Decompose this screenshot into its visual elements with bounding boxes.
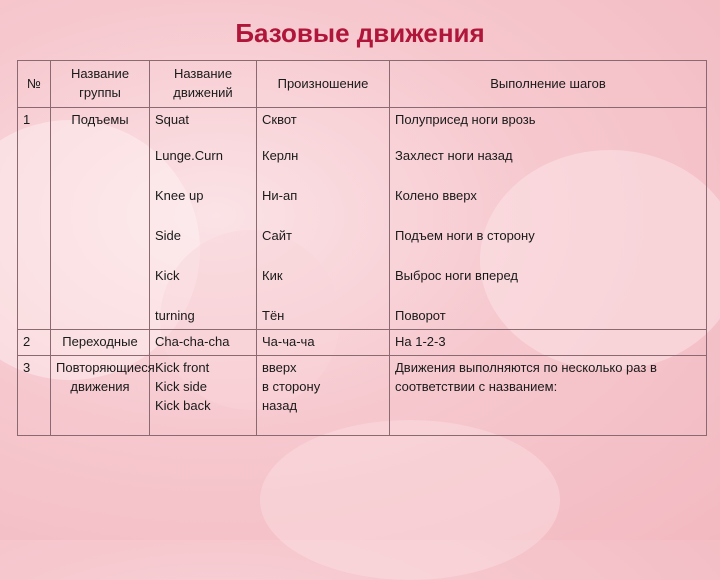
group-name: Переходные [51, 330, 150, 356]
move-name: Knee up [150, 184, 257, 224]
move-name: Kick [150, 264, 257, 304]
table-row [18, 330, 707, 356]
move-pronunciation: Ни-ап [257, 184, 390, 224]
background-petal [260, 420, 560, 580]
move-pronunciation: Тён [257, 304, 390, 330]
move-pronunciation: Сайт [257, 224, 390, 264]
page-title: Базовые движения [235, 18, 485, 48]
group-name: Повторяющиеся движения [51, 355, 150, 435]
move-execution: Колено вверх [390, 184, 707, 224]
move-pronunciation: вверх в сторону назад [257, 355, 390, 435]
group-number: 2 [18, 330, 51, 356]
header-number: № [18, 61, 51, 108]
move-execution: Полуприсед ноги врозь [390, 108, 707, 144]
moves-table [17, 60, 707, 436]
move-pronunciation: Кик [257, 264, 390, 304]
header-pronunciation: Произношение [257, 61, 390, 108]
move-name: Side [150, 224, 257, 264]
move-name: Cha-cha-cha [150, 330, 257, 356]
table-body [18, 108, 707, 436]
group-number: 1 [18, 108, 51, 330]
move-execution: На 1-2-3 [390, 330, 707, 356]
header-move: Название движений [150, 61, 257, 108]
table-row [18, 108, 707, 144]
move-name: Lunge.Curn [150, 144, 257, 184]
group-name: Подъемы [51, 108, 150, 330]
move-name: Kick front Kick side Kick back [150, 355, 257, 435]
move-execution: Движения выполняются по несколько раз в соответствии с названием: [390, 355, 707, 435]
move-pronunciation: Керлн [257, 144, 390, 184]
move-name: Squat [150, 108, 257, 144]
move-execution: Поворот [390, 304, 707, 330]
table-header-row [18, 61, 707, 108]
header-execution: Выполнение шагов [390, 61, 707, 108]
move-execution: Подъем ноги в сторону [390, 224, 707, 264]
move-name: turning [150, 304, 257, 330]
header-group: Название группы [51, 61, 150, 108]
move-pronunciation: Ча-ча-ча [257, 330, 390, 356]
group-number: 3 [18, 355, 51, 435]
table-row [18, 355, 707, 435]
move-execution: Выброс ноги вперед [390, 264, 707, 304]
move-pronunciation: Сквот [257, 108, 390, 144]
move-execution: Захлест ноги назад [390, 144, 707, 184]
